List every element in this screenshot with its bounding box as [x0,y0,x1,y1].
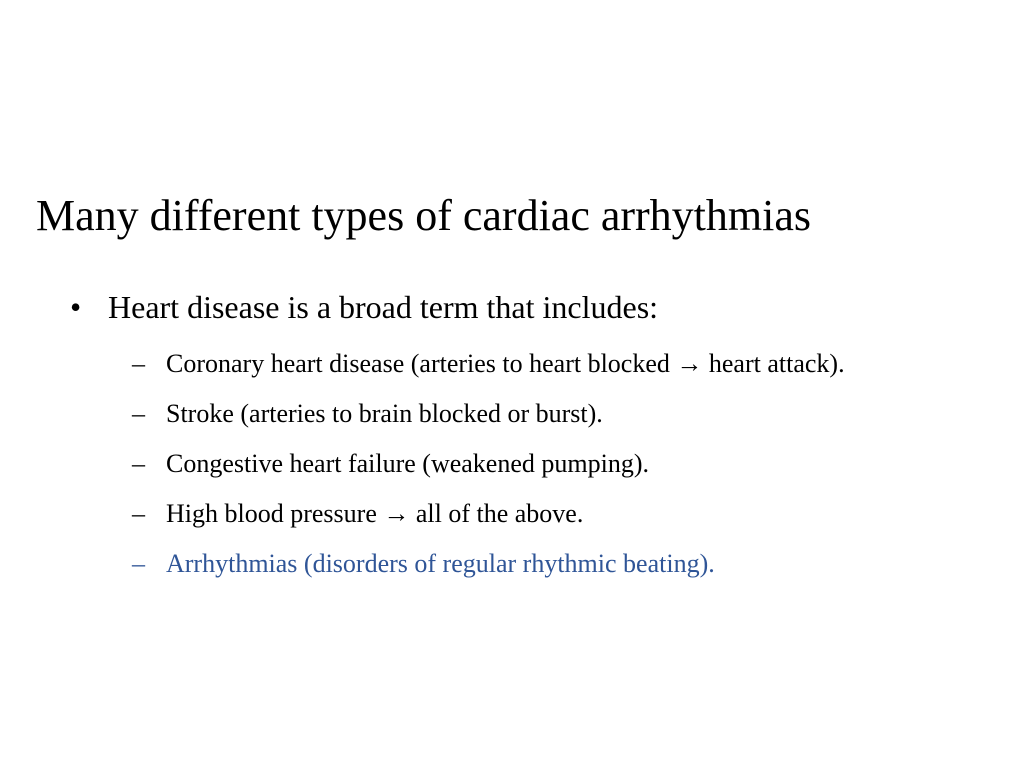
sub-bullet-text: High blood pressure → all of the above. [166,499,584,528]
dash-icon: – [132,499,145,528]
dash-icon: – [132,349,145,378]
bullet-dot-icon: • [70,289,82,325]
sub-bullet-item [132,494,856,534]
sub-bullet-item [132,394,856,434]
sub-bullet-text: Coronary heart disease (arteries to heart blocked → heart attack). [166,349,845,378]
sub-bullet-item [132,344,856,384]
bullet-text: Heart disease is a broad term that includes: [108,289,659,325]
bullet-item [70,284,930,584]
sub-bullet-item-highlighted [132,544,856,584]
sub-bullet-item [132,444,856,484]
sub-bullet-text: Congestive heart failure (weakened pumping). [166,449,649,478]
dash-icon: – [132,449,145,478]
dash-icon: – [132,549,145,578]
bullet-list [70,284,930,594]
sub-bullet-text: Stroke (arteries to brain blocked or burst). [166,399,603,428]
slide-title: Many different types of cardiac arrhythmias [36,191,812,240]
sub-bullet-list [132,344,954,584]
sub-bullet-text: Arrhythmias (disorders of regular rhythmic beating). [166,549,715,578]
dash-icon: – [132,399,145,428]
